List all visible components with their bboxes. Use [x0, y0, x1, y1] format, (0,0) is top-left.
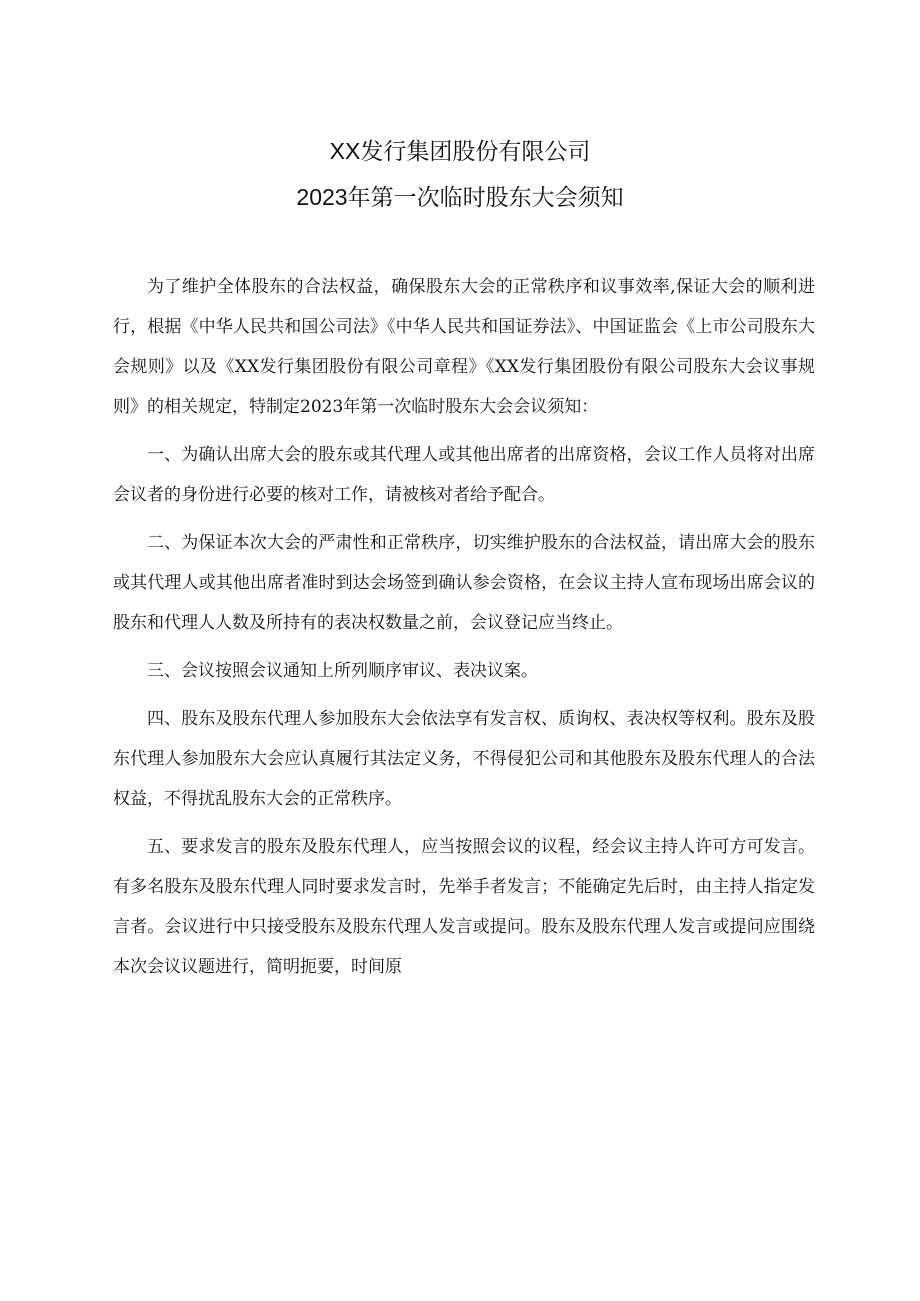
- document-title: [0, 128, 920, 220]
- paragraph-item-3: 三、会议按照会议通知上所列顺序审议、表决议案。: [147, 661, 538, 681]
- paragraph-item-4: 四、股东及股东代理人参加股东大会依法享有发言权、质询权、表决权等权利。股东及股东代理人参加股东大会应认真履行其法定义务，不得侵犯公司和其他股东及股东代理人的合法权益，不得扰乱股东大会的正常秩序。: [113, 709, 815, 809]
- paragraph-item-5: 五、要求发言的股东及股东代理人，应当按照会议的议程，经会议主持人许可方可发言。有多名股东及股东代理人同时要求发言时，先举手者发言；不能确定先后时，由主持人指定发言者。会议进行中只接受股东及股东代理人发言或提问。股东及股东代理人发言或提问应围绕本次会议议题进行，简明扼要，时间原: [113, 837, 815, 977]
- document-body: [113, 267, 815, 995]
- paragraph-item-2: 二、为保证本次大会的严肃性和正常秩序，切实维护股东的合法权益，请出席大会的股东或其代理人或其他出席者准时到达会场签到确认参会资格，在会议主持人宣布现场出席会议的股东和代理人人数及所持有的表决权数量之前，会议登记应当终止。: [113, 533, 815, 633]
- paragraph-intro: 为了维护全体股东的合法权益，确保股东大会的正常秩序和议事效率,保证大会的顺利进行，根据《中华人民共和国公司法》《中华人民共和国证券法》、中国证监会《上市公司股东大会规则》以及《XX发行集团股份有限公司章程》《XX发行集团股份有限公司股东大会议事规则》的相关规定，特制定2023年第一次临时股东大会会议须知：: [113, 277, 815, 417]
- paragraph-item-1: 一、为确认出席大会的股东或其代理人或其他出席者的出席资格，会议工作人员将对出席会议者的身份进行必要的核对工作，请被核对者给予配合。: [113, 445, 815, 505]
- title-meeting-notice: 2023年第一次临时股东大会须知: [296, 184, 624, 210]
- title-company-name: XX发行集团股份有限公司: [329, 138, 591, 164]
